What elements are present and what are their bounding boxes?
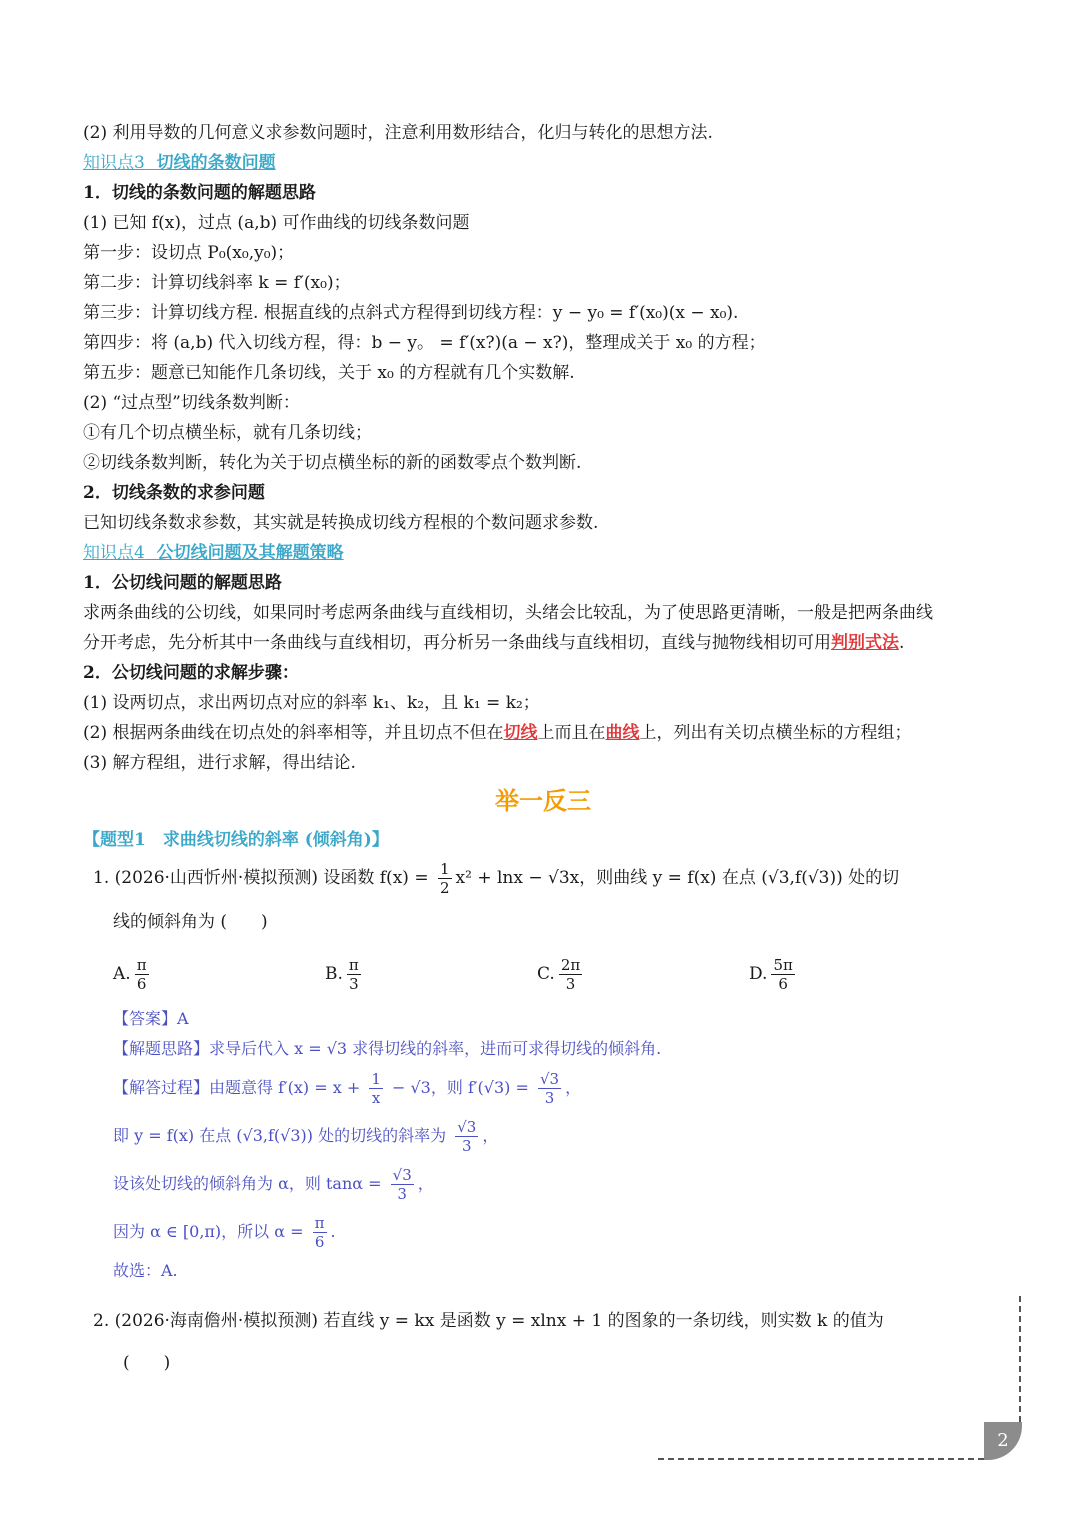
kp3-subtitle-2: 2．切线条数的求参问题 [83, 483, 265, 503]
knowledge-point-4-title [83, 538, 1003, 568]
page-border-dashed-bottom [658, 1458, 984, 1460]
frac-denominator: 3 [544, 1089, 555, 1107]
process-fraction [313, 1214, 327, 1251]
frac-numerator: 1 [371, 1070, 381, 1088]
frac-numerator: π [136, 955, 147, 974]
idea-line [113, 1034, 1003, 1064]
kp3-text: 切线的条数问题 [156, 153, 276, 173]
q1-pre: 1. (2026·山西忻州·模拟预测) 设函数 f(x) = [93, 868, 434, 888]
frac-denominator: 2 [439, 879, 450, 897]
process-fraction [538, 1070, 561, 1107]
option-label: B. [325, 964, 343, 984]
option-fraction [135, 956, 149, 993]
kp4-p2-post: . [899, 633, 905, 653]
option-fraction [347, 956, 361, 993]
process-text: ， [482, 1126, 499, 1145]
kp4-step-2 [83, 718, 1003, 748]
kp4-p2-pre: 分开考虑，先分析其中一条曲线与直线相切，再分析另一条曲线与直线相切，直线与抛物线相切可用 [83, 633, 831, 653]
section-title: 举一反三 [495, 786, 591, 815]
frac-numerator: √3 [457, 1118, 477, 1136]
intro-line: (2) 利用导数的几何意义求参数问题时，注意利用数形结合，化归与转化的思想方法. [83, 123, 713, 143]
frac-numerator: π [348, 955, 359, 974]
kp3-line: 第三步：计算切线方程. 根据直线的点斜式方程得到切线方程：y − y₀ = f′(x₀)(x − x₀). [83, 303, 739, 323]
frac-denominator: 3 [565, 974, 576, 993]
kp3-line: ①有几个切点横坐标，就有几条切线； [83, 423, 372, 443]
kp3-line: (2) “过点型”切线条数判断： [83, 393, 300, 413]
option-d[interactable] [749, 956, 961, 993]
frac-numerator: π [314, 1214, 325, 1232]
frac-denominator: x [371, 1089, 381, 1107]
question-1-continuation: 线的倾斜角为 ( ) [113, 912, 268, 932]
kp3-line: 第二步：计算切线斜率 k = f′(x₀)； [83, 273, 351, 293]
option-c[interactable] [537, 956, 749, 993]
frac-denominator: 3 [397, 1185, 407, 1203]
option-a[interactable] [113, 956, 325, 993]
frac-numerator: 1 [439, 860, 450, 878]
process-text: 即 y = f(x) 在点 (√3,f(√3)) 处的切线的斜率为 [113, 1126, 452, 1145]
kp3-line: 第四步：将 (a,b) 代入切线方程，得：b − y。 = f′(x?)(a − x?)，整理成关于 x₀ 的方程； [83, 333, 766, 353]
process-text: ， [417, 1174, 434, 1193]
page-number-badge: 2 [984, 1422, 1022, 1460]
frac-numerator: 2π [560, 955, 581, 974]
process-text: 设该处切线的倾斜角为 α，则 tanα = [113, 1174, 387, 1193]
highlight-curve: 曲线 [605, 723, 640, 743]
frac-denominator: 6 [136, 974, 147, 993]
highlight-tangent: 切线 [503, 723, 538, 743]
process-fraction [369, 1070, 383, 1107]
frac-denominator: 6 [314, 1233, 325, 1251]
option-b[interactable] [325, 956, 537, 993]
option-label: C. [537, 964, 555, 984]
process-line-1 [113, 1064, 1003, 1112]
kp4-subtitle-1: 1．公切线问题的解题思路 [83, 573, 282, 593]
document-page [83, 118, 1003, 1384]
frac-numerator: √3 [392, 1166, 412, 1184]
question-2-continuation: ( ) [123, 1353, 171, 1373]
q1-post: x² + lnx − √3x，则曲线 y = f(x) 在点 (√3,f(√3)) 处的切 [455, 868, 900, 888]
frac-denominator: 3 [349, 974, 359, 993]
kp3-subtitle-1: 1．切线的条数问题的解题思路 [83, 183, 316, 203]
kp4-step2-b: 上而且在 [537, 723, 606, 743]
kp4-step2-a: (2) 根据两条曲线在切点处的斜率相等，并且切点不但在 [83, 723, 504, 743]
option-label: D. [749, 964, 768, 984]
kp4-number: 知识点4 [83, 543, 145, 563]
process-line-4 [113, 1208, 1003, 1256]
question-2 [83, 1300, 1003, 1384]
question-type-title: 【题型1 求曲线切线的斜率 (倾斜角)】 [83, 830, 389, 850]
kp3-line: 第五步：题意已知能作几条切线，关于 x₀ 的方程就有几个实数解. [83, 363, 575, 383]
question-1 [83, 856, 1003, 944]
idea-text: 求导后代入 x = √3 求得切线的斜率，进而可求得切线的倾斜角. [209, 1039, 662, 1058]
solution-block [83, 1004, 1003, 1286]
kp3-line: (1) 已知 f(x)，过点 (a,b) 可作曲线的切线条数问题 [83, 213, 470, 233]
answer-line [113, 1004, 1003, 1034]
frac-numerator: 5π [773, 955, 793, 974]
answer-tag: 【答案】 [113, 1009, 178, 1028]
kp4-step-3: (3) 解方程组，进行求解，得出结论. [83, 753, 356, 773]
process-text: 由题意得 f′(x) = x + [209, 1078, 366, 1097]
frac-denominator: 6 [778, 974, 788, 993]
process-text: . [330, 1222, 336, 1241]
process-text: 因为 α ∈ [0,π)，所以 α = [113, 1222, 309, 1241]
process-line-5: 故选：A. [113, 1261, 178, 1280]
question-1-options [83, 944, 1003, 1004]
frac-denominator: 3 [462, 1137, 472, 1155]
process-line-3 [113, 1160, 1003, 1208]
option-fraction [771, 956, 794, 993]
answer-value: A [177, 1009, 189, 1028]
kp3-line: 第一步：设切点 P₀(x₀,y₀)； [83, 243, 295, 263]
process-text: − √3，则 f′(√3) = [386, 1078, 534, 1097]
process-line-2 [113, 1112, 1003, 1160]
kp4-subtitle-2: 2．公切线问题的求解步骤： [83, 663, 299, 683]
knowledge-point-3-title [83, 148, 1003, 178]
question-2-stem: 2. (2026·海南儋州·模拟预测) 若直线 y = kx 是函数 y = xlnx + 1 的图象的一条切线，则实数 k 的值为 [93, 1311, 884, 1331]
kp4-step-1: (1) 设两切点，求出两切点对应的斜率 k₁、k₂，且 k₁ = k₂； [83, 693, 540, 713]
option-fraction [559, 956, 582, 993]
kp4-paragraph: 求两条曲线的公切线，如果同时考虑两条曲线与直线相切，头绪会比较乱，为了使思路更清晰，一般是把两条曲线 [83, 603, 933, 623]
process-tag: 【解答过程】 [113, 1078, 210, 1097]
option-label: A. [113, 964, 131, 984]
kp3-s2-text: 已知切线条数求参数，其实就是转换成切线方程根的个数问题求参数. [83, 513, 599, 533]
q1-fraction [438, 860, 452, 897]
kp3-number: 知识点3 [83, 153, 145, 173]
question-1-stem [93, 856, 1003, 900]
kp4-text: 公切线问题及其解题策略 [156, 543, 344, 563]
kp4-paragraph [83, 628, 1003, 658]
process-fraction [391, 1166, 414, 1203]
process-fraction [455, 1118, 478, 1155]
kp3-line: ②切线条数判断，转化为关于切点横坐标的新的函数零点个数判断. [83, 453, 582, 473]
frac-numerator: √3 [539, 1070, 560, 1088]
idea-tag: 【解题思路】 [113, 1039, 210, 1058]
page-border-dashed-right [1019, 1296, 1021, 1432]
kp4-step2-c: 上，列出有关切点横坐标的方程组； [639, 723, 912, 743]
process-text: ， [565, 1078, 582, 1097]
highlight-discriminant: 判别式法 [831, 633, 899, 653]
